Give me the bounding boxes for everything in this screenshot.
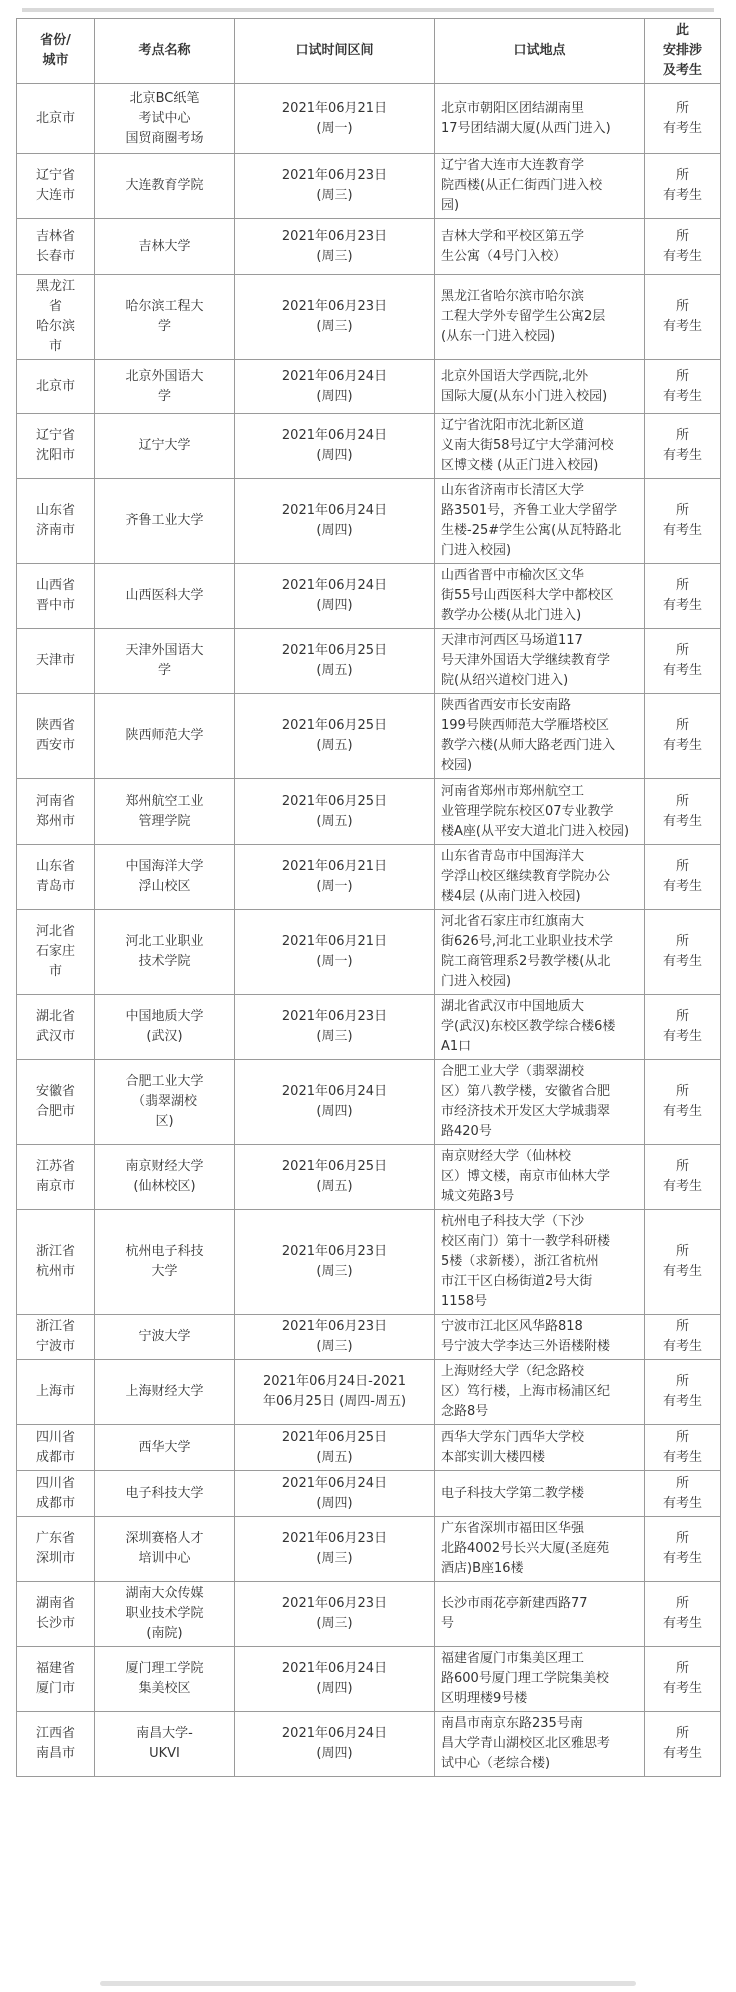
cell-venue-name: 辽宁大学 xyxy=(95,414,235,479)
cell-province-city: 北京市 xyxy=(17,360,95,414)
cell-exam-time: 2021年06月23日 (周三) xyxy=(235,995,435,1060)
table-row xyxy=(17,1582,721,1647)
cell-applicable-candidates: 所 有考生 xyxy=(645,1647,721,1712)
table-row xyxy=(17,84,721,154)
cell-province-city: 江西省 南昌市 xyxy=(17,1712,95,1777)
cell-venue-name: 北京外国语大 学 xyxy=(95,360,235,414)
cell-venue-name: 陕西师范大学 xyxy=(95,694,235,779)
cell-exam-location: 陕西省西安市长安南路 199号陕西师范大学雁塔校区 教学六楼(从师大路老西门进入 校园) xyxy=(435,694,645,779)
table-row xyxy=(17,1210,721,1315)
cell-province-city: 河南省 郑州市 xyxy=(17,779,95,845)
cell-venue-name: 杭州电子科技 大学 xyxy=(95,1210,235,1315)
cell-applicable-candidates: 所 有考生 xyxy=(645,1517,721,1582)
cell-exam-time: 2021年06月21日 (周一) xyxy=(235,845,435,910)
cell-venue-name: 合肥工业大学 （翡翠湖校 区) xyxy=(95,1060,235,1145)
cell-venue-name: 大连教育学院 xyxy=(95,154,235,219)
table-row xyxy=(17,1425,721,1471)
cell-exam-location: 河南省郑州市郑州航空工 业管理学院东校区07专业教学 楼A座(从平安大道北门进入校园) xyxy=(435,779,645,845)
cell-exam-location: 西华大学东门西华大学校 本部实训大楼四楼 xyxy=(435,1425,645,1471)
cell-province-city: 浙江省 杭州市 xyxy=(17,1210,95,1315)
cell-exam-location: 山东省济南市长清区大学 路3501号，齐鲁工业大学留学 生楼-25#学生公寓(从瓦特路北 门进入校园) xyxy=(435,479,645,564)
cell-venue-name: 湖南大众传媒 职业技术学院 (南院) xyxy=(95,1582,235,1647)
cell-province-city: 湖南省 长沙市 xyxy=(17,1582,95,1647)
table-row xyxy=(17,564,721,629)
table-row xyxy=(17,479,721,564)
cell-applicable-candidates: 所 有考生 xyxy=(645,219,721,275)
cell-exam-location: 广东省深圳市福田区华强 北路4002号长兴大厦(圣庭苑 酒店)B座16楼 xyxy=(435,1517,645,1582)
cell-venue-name: 中国地质大学 (武汉) xyxy=(95,995,235,1060)
cell-venue-name: 北京BC纸笔 考试中心 国贸商圈考场 xyxy=(95,84,235,154)
cell-province-city: 陕西省 西安市 xyxy=(17,694,95,779)
cell-exam-location: 北京市朝阳区团结湖南里 17号团结湖大厦(从西门进入) xyxy=(435,84,645,154)
cell-applicable-candidates: 所 有考生 xyxy=(645,1060,721,1145)
cell-province-city: 山西省 晋中市 xyxy=(17,564,95,629)
table-row xyxy=(17,1647,721,1712)
header-venue-name: 考点名称 xyxy=(95,19,235,84)
cell-exam-location: 杭州电子科技大学（下沙 校区南门）第十一教学科研楼 5楼（求新楼），浙江省杭州 市江干区白杨街道2号大街 1158号 xyxy=(435,1210,645,1315)
cell-exam-location: 辽宁省沈阳市沈北新区道 义南大街58号辽宁大学蒲河校 区博文楼 (从正门进入校园) xyxy=(435,414,645,479)
table-row xyxy=(17,779,721,845)
cell-exam-time: 2021年06月24日-2021 年06月25日 (周四-周五) xyxy=(235,1360,435,1425)
cell-applicable-candidates: 所 有考生 xyxy=(645,1471,721,1517)
header-exam-location: 口试地点 xyxy=(435,19,645,84)
cell-exam-location: 上海财经大学（纪念路校 区）笃行楼，上海市杨浦区纪 念路8号 xyxy=(435,1360,645,1425)
cell-exam-time: 2021年06月24日 (周四) xyxy=(235,360,435,414)
cell-province-city: 湖北省 武汉市 xyxy=(17,995,95,1060)
cell-exam-time: 2021年06月23日 (周三) xyxy=(235,275,435,360)
table-row xyxy=(17,219,721,275)
cell-venue-name: 南京财经大学 (仙林校区) xyxy=(95,1145,235,1210)
cell-exam-time: 2021年06月24日 (周四) xyxy=(235,564,435,629)
cell-venue-name: 郑州航空工业 管理学院 xyxy=(95,779,235,845)
cell-exam-time: 2021年06月24日 (周四) xyxy=(235,1712,435,1777)
cell-applicable-candidates: 所 有考生 xyxy=(645,275,721,360)
cell-applicable-candidates: 所 有考生 xyxy=(645,479,721,564)
table-row xyxy=(17,694,721,779)
cell-exam-location: 吉林大学和平校区第五学 生公寓（4号门入校） xyxy=(435,219,645,275)
cell-exam-time: 2021年06月23日 (周三) xyxy=(235,1210,435,1315)
cell-applicable-candidates: 所 有考生 xyxy=(645,1210,721,1315)
table-row xyxy=(17,1145,721,1210)
cell-province-city: 河北省 石家庄 市 xyxy=(17,910,95,995)
table-row xyxy=(17,910,721,995)
cell-venue-name: 齐鲁工业大学 xyxy=(95,479,235,564)
cell-exam-location: 河北省石家庄市红旗南大 街626号,河北工业职业技术学 院工商管理系2号教学楼(从北 门进入校园) xyxy=(435,910,645,995)
cell-venue-name: 电子科技大学 xyxy=(95,1471,235,1517)
cell-exam-time: 2021年06月21日 (周一) xyxy=(235,84,435,154)
cell-exam-location: 福建省厦门市集美区理工 路600号厦门理工学院集美校 区明理楼9号楼 xyxy=(435,1647,645,1712)
cell-venue-name: 上海财经大学 xyxy=(95,1360,235,1425)
cell-exam-time: 2021年06月24日 (周四) xyxy=(235,1060,435,1145)
cell-province-city: 辽宁省 大连市 xyxy=(17,154,95,219)
cell-exam-time: 2021年06月23日 (周三) xyxy=(235,219,435,275)
cell-province-city: 江苏省 南京市 xyxy=(17,1145,95,1210)
cell-exam-location: 天津市河西区马场道117 号天津外国语大学继续教育学 院(从绍兴道校门进入) xyxy=(435,629,645,694)
header-exam-time: 口试时间区间 xyxy=(235,19,435,84)
cell-venue-name: 南昌大学- UKVI xyxy=(95,1712,235,1777)
cell-applicable-candidates: 所 有考生 xyxy=(645,1425,721,1471)
cell-exam-time: 2021年06月21日 (周一) xyxy=(235,910,435,995)
cell-applicable-candidates: 所 有考生 xyxy=(645,995,721,1060)
cell-applicable-candidates: 所 有考生 xyxy=(645,629,721,694)
cell-province-city: 天津市 xyxy=(17,629,95,694)
cell-venue-name: 深圳赛格人才 培训中心 xyxy=(95,1517,235,1582)
cell-applicable-candidates: 所 有考生 xyxy=(645,84,721,154)
cell-venue-name: 西华大学 xyxy=(95,1425,235,1471)
cell-exam-location: 山东省青岛市中国海洋大 学浮山校区继续教育学院办公 楼4层 (从南门进入校园) xyxy=(435,845,645,910)
cell-applicable-candidates: 所 有考生 xyxy=(645,564,721,629)
table-row xyxy=(17,1360,721,1425)
cell-venue-name: 宁波大学 xyxy=(95,1315,235,1360)
cell-province-city: 四川省 成都市 xyxy=(17,1471,95,1517)
cell-exam-location: 北京外国语大学西院,北外 国际大厦(从东小门进入校园) xyxy=(435,360,645,414)
cell-applicable-candidates: 所 有考生 xyxy=(645,1582,721,1647)
cell-exam-location: 电子科技大学第二教学楼 xyxy=(435,1471,645,1517)
cell-exam-location: 黑龙江省哈尔滨市哈尔滨 工程大学外专留学生公寓2层 (从东一门进入校园) xyxy=(435,275,645,360)
cell-province-city: 福建省 厦门市 xyxy=(17,1647,95,1712)
cell-exam-time: 2021年06月24日 (周四) xyxy=(235,414,435,479)
cell-exam-time: 2021年06月24日 (周四) xyxy=(235,1471,435,1517)
cell-province-city: 山东省 青岛市 xyxy=(17,845,95,910)
cell-exam-time: 2021年06月25日 (周五) xyxy=(235,1145,435,1210)
cell-exam-time: 2021年06月23日 (周三) xyxy=(235,1517,435,1582)
cell-province-city: 四川省 成都市 xyxy=(17,1425,95,1471)
cell-exam-time: 2021年06月25日 (周五) xyxy=(235,1425,435,1471)
cell-applicable-candidates: 所 有考生 xyxy=(645,1315,721,1360)
cell-exam-time: 2021年06月24日 (周四) xyxy=(235,1647,435,1712)
exam-schedule-table xyxy=(16,18,721,1777)
cell-applicable-candidates: 所 有考生 xyxy=(645,694,721,779)
table-row xyxy=(17,154,721,219)
cell-province-city: 北京市 xyxy=(17,84,95,154)
table-row xyxy=(17,414,721,479)
cell-province-city: 广东省 深圳市 xyxy=(17,1517,95,1582)
cell-exam-time: 2021年06月23日 (周三) xyxy=(235,154,435,219)
cell-venue-name: 中国海洋大学 浮山校区 xyxy=(95,845,235,910)
cell-exam-time: 2021年06月24日 (周四) xyxy=(235,479,435,564)
cell-exam-time: 2021年06月23日 (周三) xyxy=(235,1582,435,1647)
table-row xyxy=(17,1315,721,1360)
cell-province-city: 吉林省 长春市 xyxy=(17,219,95,275)
exam-schedule-table-wrapper xyxy=(16,18,720,1777)
table-row xyxy=(17,1060,721,1145)
table-row xyxy=(17,995,721,1060)
cell-applicable-candidates: 所 有考生 xyxy=(645,1360,721,1425)
table-header-row xyxy=(17,19,721,84)
cell-exam-location: 宁波市江北区风华路818 号宁波大学李达三外语楼附楼 xyxy=(435,1315,645,1360)
cell-province-city: 上海市 xyxy=(17,1360,95,1425)
table-row xyxy=(17,1712,721,1777)
table-row xyxy=(17,845,721,910)
cell-venue-name: 河北工业职业 技术学院 xyxy=(95,910,235,995)
cell-applicable-candidates: 所 有考生 xyxy=(645,845,721,910)
table-row xyxy=(17,1471,721,1517)
cell-exam-time: 2021年06月25日 (周五) xyxy=(235,694,435,779)
cell-venue-name: 吉林大学 xyxy=(95,219,235,275)
cell-exam-time: 2021年06月25日 (周五) xyxy=(235,779,435,845)
header-province-city: 省份/ 城市 xyxy=(17,19,95,84)
cell-exam-location: 南昌市南京东路235号南 昌大学青山湖校区北区雅思考 试中心（老综合楼) xyxy=(435,1712,645,1777)
cell-venue-name: 哈尔滨工程大 学 xyxy=(95,275,235,360)
cell-venue-name: 山西医科大学 xyxy=(95,564,235,629)
cell-applicable-candidates: 所 有考生 xyxy=(645,360,721,414)
cell-exam-location: 辽宁省大连市大连教育学 院西楼(从正仁街西门进入校 园) xyxy=(435,154,645,219)
cell-applicable-candidates: 所 有考生 xyxy=(645,1712,721,1777)
cell-exam-location: 长沙市雨花亭新建西路77 号 xyxy=(435,1582,645,1647)
table-row xyxy=(17,360,721,414)
cell-venue-name: 天津外国语大 学 xyxy=(95,629,235,694)
cell-exam-location: 合肥工业大学（翡翠湖校 区）第八教学楼，安徽省合肥 市经济技术开发区大学城翡翠 路420号 xyxy=(435,1060,645,1145)
cell-province-city: 黑龙江 省 哈尔滨 市 xyxy=(17,275,95,360)
horizontal-scrollbar[interactable] xyxy=(100,1981,636,1986)
cell-venue-name: 厦门理工学院 集美校区 xyxy=(95,1647,235,1712)
table-row xyxy=(17,275,721,360)
cell-province-city: 浙江省 宁波市 xyxy=(17,1315,95,1360)
cell-province-city: 安徽省 合肥市 xyxy=(17,1060,95,1145)
cell-applicable-candidates: 所 有考生 xyxy=(645,414,721,479)
cell-applicable-candidates: 所 有考生 xyxy=(645,910,721,995)
cell-exam-time: 2021年06月25日 (周五) xyxy=(235,629,435,694)
cell-exam-time: 2021年06月23日 (周三) xyxy=(235,1315,435,1360)
cell-exam-location: 山西省晋中市榆次区文华 街55号山西医科大学中都校区 教学办公楼(从北门进入) xyxy=(435,564,645,629)
top-divider xyxy=(22,8,714,12)
cell-exam-location: 湖北省武汉市中国地质大 学(武汉)东校区教学综合楼6楼 A1口 xyxy=(435,995,645,1060)
cell-applicable-candidates: 所 有考生 xyxy=(645,1145,721,1210)
table-row xyxy=(17,629,721,694)
cell-applicable-candidates: 所 有考生 xyxy=(645,779,721,845)
cell-province-city: 山东省 济南市 xyxy=(17,479,95,564)
table-body xyxy=(17,84,721,1777)
table-row xyxy=(17,1517,721,1582)
cell-applicable-candidates: 所 有考生 xyxy=(645,154,721,219)
header-applicable-candidates: 此 安排涉 及考生 xyxy=(645,19,721,84)
cell-province-city: 辽宁省 沈阳市 xyxy=(17,414,95,479)
cell-exam-location: 南京财经大学（仙林校 区）博文楼，南京市仙林大学 城文苑路3号 xyxy=(435,1145,645,1210)
